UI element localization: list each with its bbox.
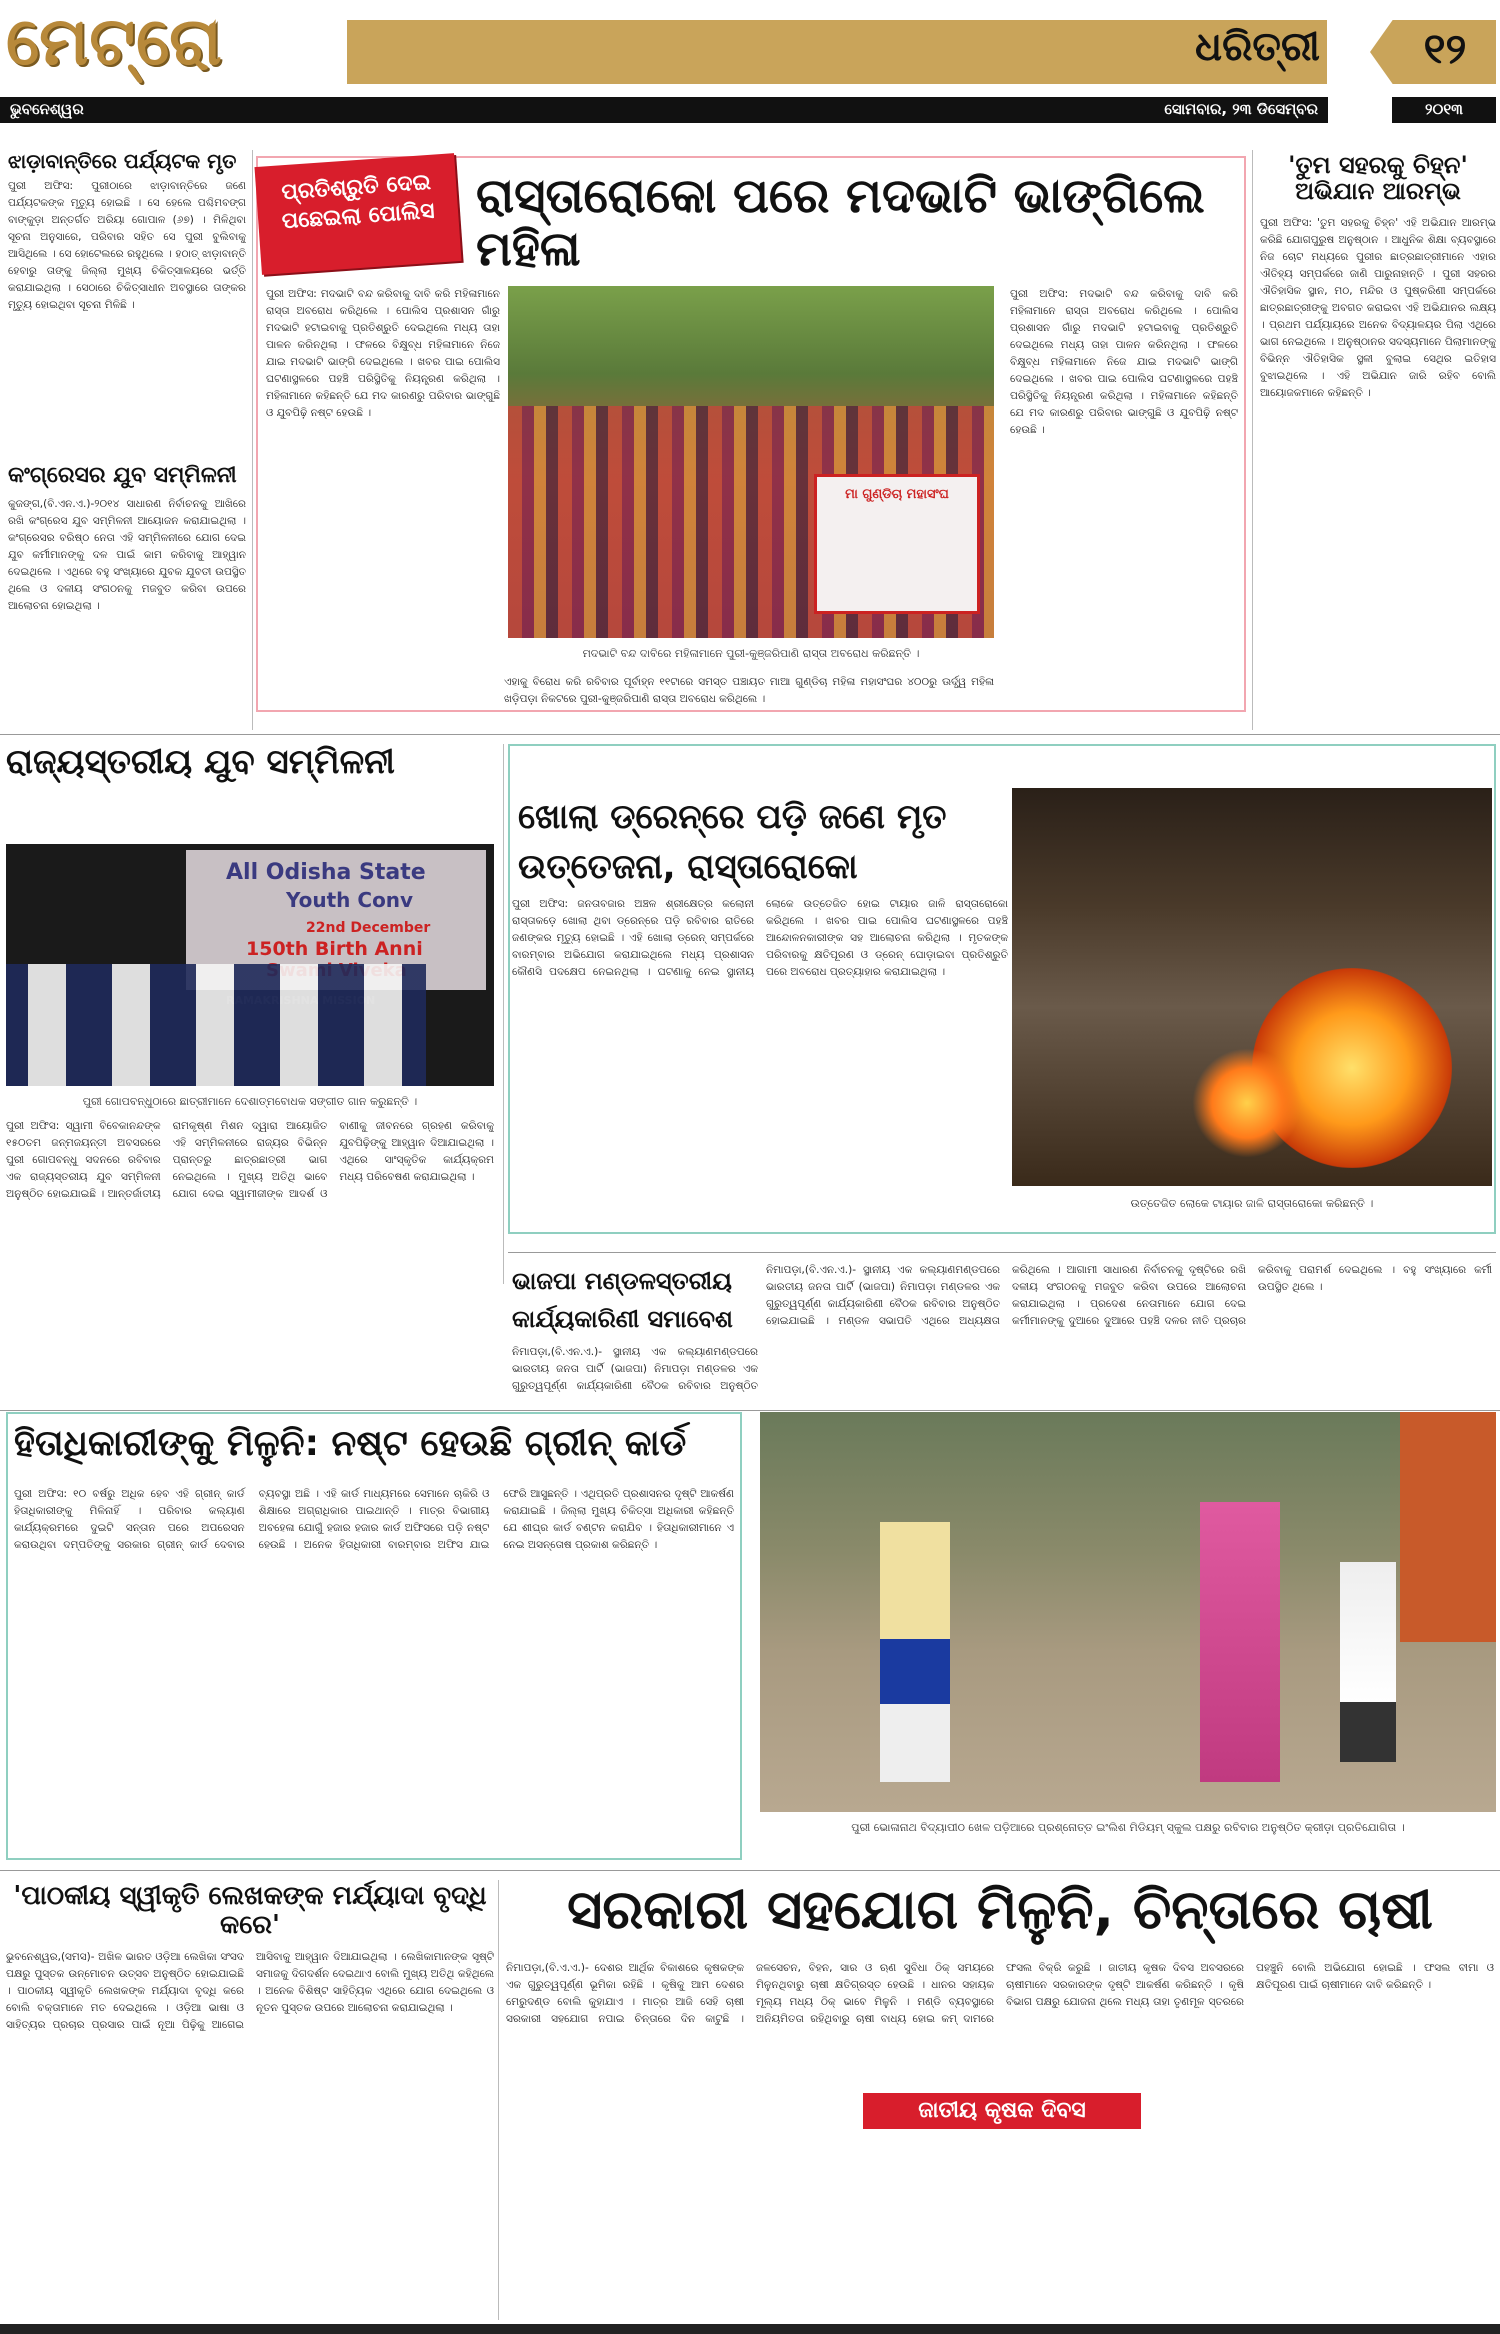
photo-woman: [1200, 1502, 1280, 1782]
photo-banner: [814, 474, 980, 614]
article-headline: ଝାଡ଼ାବାନ୍ତିରେ ପର୍ଯ୍ୟଟକ ମୃତ: [8, 149, 237, 173]
column-divider: [503, 744, 504, 1284]
row-divider: [0, 1870, 1500, 1871]
article-headline: କଂଗ୍ରେସର ଯୁବ ସମ୍ମିଳନୀ: [8, 463, 237, 488]
photo-door: [1400, 1412, 1496, 1642]
red-badge: [254, 153, 461, 275]
article-congress-youth-meet: [8, 464, 246, 734]
article-footer-text: ଏହାକୁ ବିରୋଧ କରି ରବିବାର ପୂର୍ବାହ୍ନ ୧୧ଟାରେ ସମସ୍ତ ପଞ୍ଚାୟତ ମାଆ ଗୁଣ୍ଡିଚା ମହିଳା ମହାସଂଘର ୪୦୦ରୁ ଊର୍ଦ୍ଧ୍ୱ ମହିଳା ଖଡ଼ିପଡ଼ା ନିକଟରେ ପୁରୀ-କୁଞ୍ଜରିପାଣି ରାସ୍ତା ଅବରୋଧ କରିଥିଲେ ।: [504, 676, 994, 705]
article-farmers-worry: [504, 1880, 1496, 2320]
column-divider: [1252, 150, 1253, 730]
article-body-continued: ପୁରୀ ଅଫିସ: ମଦଭାଟି ବନ୍ଦ କରିବାକୁ ଦାବି କରି ମହିଳାମାନେ ରାସ୍ତା ଅବରୋଧ କରିଥିଲେ । ପୋଲିସ ପ୍ରଶାସନ ଗାଁରୁ ମଦଭାଟି ହଟାଇବାକୁ ପ୍ରତିଶ୍ରୁତି ଦେଇଥିଲେ ମଧ୍ୟ ତାହା ପାଳନ କରିନଥିଲା । ଫଳରେ ବିକ୍ଷୁବ୍ଧ ମହିଳାମାନେ ନିଜେ ଯାଇ ମଦଭାଟି ଭାଙ୍ଗି ଦେଇଥିଲେ । ଖବର ପାଇ ପୋଲିସ ଘଟଣାସ୍ଥଳରେ ପହଞ୍ଚି ପରିସ୍ଥିତିକୁ ନିୟନ୍ତ୍ରଣ କରିଥିଲା । ମହିଳାମାନେ କହିଛନ୍ତି ଯେ ମଦ କାରଣରୁ ପରିବାର ଭାଙ୍ଗୁଛି ଓ ଯୁବପିଢ଼ି ନଷ୍ଟ ହେଉଛି ।: [1010, 288, 1238, 436]
masthead: [0, 0, 1500, 130]
bottom-edge: [0, 2324, 1500, 2334]
farmers-day-label: [860, 2090, 1144, 2132]
article-body: ନିମାପଡ଼ା,(ବି.ଏନ.ଏ.)- ସ୍ଥାନୀୟ ଏକ କଲ୍ୟାଣମଣ୍ଡପରେ ଭାରତୀୟ ଜନତା ପାର୍ଟି (ଭାଜପା) ନିମାପଡ଼ା ମଣ୍ଡଳର ଏକ ଗୁରୁତ୍ୱପୂର୍ଣ୍ଣ କାର୍ଯ୍ୟକାରିଣୀ ବୈଠକ ରବିବାର ଅନୁଷ୍ଠିତ: [512, 1346, 758, 1392]
photo-caption: ପୁରୀ ଭୋଳାନାଥ ବିଦ୍ୟାପୀଠ ଖେଳ ପଡ଼ିଆରେ ପ୍ରଶ୍ନୋତ୍ତ ଇଂଲିଶ ମିଡିୟମ୍ ସ୍କୁଲ ପକ୍ଷରୁ ରବିବାର ଅନୁଷ୍ଠିତ କ୍ରୀଡ଼ା ପ୍ରତିଯୋଗିତା ।: [851, 1821, 1405, 1834]
photo-caption: ଉତ୍ତେଜିତ ଲୋକେ ଟାୟାର ଜାଳି ରାସ୍ତାରୋକୋ କରିଛନ୍ତି ।: [1130, 1197, 1374, 1210]
row-divider: [508, 1252, 1496, 1253]
photo-caption: ମଦଭାଟି ବନ୍ଦ ଦାବିରେ ମହିଳାମାନେ ପୁରୀ-କୁଞ୍ଜରିପାଣି ରାସ୍ତା ଅବରୋଧ କରିଛନ୍ତି ।: [582, 647, 920, 660]
article-know-your-city: [1260, 152, 1496, 722]
banner-text-1: All Odisha State: [226, 860, 426, 885]
article-tourist-death: [8, 150, 246, 470]
farmers-day-label-text: ଜାତୀୟ କୃଷକ ଦିବସ: [863, 2093, 1141, 2129]
article-body: ପୁରୀ ଅଫିସ: ପୁରୀଠାରେ ଝାଡ଼ାବାନ୍ତିରେ ଜଣେ ପର୍ଯ୍ୟଟକଙ୍କ ମୃତ୍ୟୁ ହୋଇଛି । ସେ ହେଲେ ପଶ୍ଚିମବଙ୍ଗ ବାଙ୍କୁଡ଼ା ଅନ୍ତର୍ଗତ ଅରିୟା ଗୋପାଳ (୬୭) । ମିଳିଥିବା ସୂଚନା ଅନୁସାରେ, ପରିବାର ସହିତ ସେ ପୁରୀ ବୁଲିବାକୁ ଆସିଥିଲେ । ସେ ହୋଟେଲରେ ରହୁଥିଲେ । ହଠାତ୍ ଝାଡ଼ାବାନ୍ତି ହେବାରୁ ତାଙ୍କୁ ଜିଲ୍ଲା ମୁଖ୍ୟ ଚିକିତ୍ସାଳୟରେ ଭର୍ତ୍ତି କରାଯାଇଥିଲା । ସେଠାରେ ଚିକିତ୍ସାଧୀନ ଅବସ୍ଥାରେ ତାଙ୍କର ମୃତ୍ୟୁ ହୋଇଥିବା ସୂଚନା ମିଳିଛି ।: [8, 180, 246, 311]
article-body: ପୁରୀ ଅଫିସ: ଜନତାବଜାର ଅଞ୍ଚଳ ଶ୍ରୀକ୍ଷେତ୍ର କଲୋନୀ ରାସ୍ତାକଡ଼େ ଖୋଲା ଥିବା ଡ୍ରେନ୍‌ରେ ପଡ଼ି ରବିବାର ରାତିରେ ଜଣଙ୍କର ମୃତ୍ୟୁ ହୋଇଛି । ଏହି ଖୋଲା ଡ୍ରେନ୍ ସମ୍ପର୍କରେ ବାରମ୍ବାର ଅଭିଯୋଗ କରାଯାଇଥିଲେ ମଧ୍ୟ ପ୍ରଶାସନ କୌଣସି ପଦକ୍ଷେପ ନେଇନଥିଲା । ଘଟଣାକୁ ନେଇ ସ୍ଥାନୀୟ ଲୋକେ ଉତ୍ତେଜିତ ହୋଇ ଟାୟାର ଜାଳି ରାସ୍ତାରୋକୋ କରିଥିଲେ । ଖବର ପାଇ ପୋଲିସ ଘଟଣାସ୍ଥଳରେ ପହଞ୍ଚି ଆନ୍ଦୋଳନକାରୀଙ୍କ ସହ ଆଲୋଚନା କରିଥିଲା । ମୃତକଙ୍କ ପରିବାରକୁ କ୍ଷତିପୂରଣ ଓ ଡ୍ରେନ୍ ଘୋଡ଼ାଇବା ପ୍ରତିଶ୍ରୁତି ପରେ ଅବରୋଧ ପ୍ରତ୍ୟାହାର କରାଯାଇଥିଲା ।: [512, 898, 1008, 978]
dateline-date: ସୋମବାର, ୨୩ ଡିସେମ୍ବର: [1164, 100, 1318, 118]
article-body-continued: ନିମାପଡ଼ା,(ବି.ଏନ.ଏ.)- ସ୍ଥାନୀୟ ଏକ କଲ୍ୟାଣମଣ୍ଡପରେ ଭାରତୀୟ ଜନତା ପାର୍ଟି (ଭାଜପା) ନିମାପଡ଼ା ମଣ୍ଡଳର ଏକ ଗୁରୁତ୍ୱପୂର୍ଣ୍ଣ କାର୍ଯ୍ୟକାରିଣୀ ବୈଠକ ରବିବାର ଅନୁଷ୍ଠିତ ହୋଇଯାଇଛି । ମଣ୍ଡଳ ସଭାପତି ଏଥିରେ ଅଧ୍ୟକ୍ଷତା କରିଥିଲେ । ଆଗାମୀ ସାଧାରଣ ନିର୍ବାଚନକୁ ଦୃଷ୍ଟିରେ ରଖି ଦଳୀୟ ସଂଗଠନକୁ ମଜବୁତ କରିବା ଉପରେ ଆଲୋଚନା କରାଯାଇଥିଲା । ପ୍ରଦେଶ ନେତାମାନେ ଯୋଗ ଦେଇ କର୍ମୀମାନଙ୍କୁ ଦୁଆରେ ଦୁଆରେ ପହଞ୍ଚି ଦଳର ନୀତି ପ୍ରଚାର କରିବାକୁ ପରାମର୍ଶ ଦେଇଥିଲେ । ବହୁ ସଂଖ୍ୟାରେ କର୍ମୀ ଉପସ୍ଥିତ ଥିଲେ ।: [766, 1264, 1492, 1327]
protest-photo: [508, 286, 994, 638]
article-body: ପୁରୀ ଅଫିସ: 'ତୁମ ସହରକୁ ଚିହ୍ନ' ଏହି ଅଭିଯାନ ଆରମ୍ଭ କରିଛି ଯୋଗପୁରୁଷ ଅନୁଷ୍ଠାନ । ଆଧୁନିକ ଶିକ୍ଷା ବ୍ୟବସ୍ଥାରେ ନିଜ ଚୋଟ ମଧ୍ୟରେ ପୁରୀର ଛାତ୍ରଛାତ୍ରୀମାନେ ଏହାର ଐତିହ୍ୟ ସମ୍ପର୍କରେ ଜାଣି ପାରୁନାହାନ୍ତି । ପୁରୀ ସହରର ଐତିହାସିକ ସ୍ଥାନ, ମଠ, ମନ୍ଦିର ଓ ପୁଷ୍କରିଣୀ ସମ୍ପର୍କରେ ଛାତ୍ରଛାତ୍ରୀଙ୍କୁ ଅବଗତ କରାଇବା ଏହି ଅଭିଯାନର ଲକ୍ଷ୍ୟ । ପ୍ରଥମ ପର୍ଯ୍ୟାୟରେ ଅନେକ ବିଦ୍ୟାଳୟର ପିଲା ଏଥିରେ ଭାଗ ନେଇଥିଲେ । ଅନୁଷ୍ଠାନର ସଦସ୍ୟମାନେ ପିଲାମାନଙ୍କୁ ବିଭିନ୍ନ ଐତିହାସିକ ସ୍ଥଳୀ ବୁଲାଇ ସେଥିର ଇତିହାସ ବୁଝାଇଥିଲେ । ଏହି ଅଭିଯାନ ଜାରି ରହିବ ବୋଲି ଆୟୋଜକମାନେ କହିଛନ୍ତି ।: [1260, 216, 1496, 399]
banner-text-2: Youth Conv: [286, 888, 414, 912]
photo-banner-text: ମା ଗୁଣ୍ଡିଚା ମହାସଂଘ: [845, 487, 949, 502]
article-body: ପୁରୀ ଅଫିସ: ମଦଭାଟି ବନ୍ଦ କରିବାକୁ ଦାବି କରି ମହିଳାମାନେ ରାସ୍ତା ଅବରୋଧ କରିଥିଲେ । ପୋଲିସ ପ୍ରଶାସନ ଗାଁରୁ ମଦଭାଟି ହଟାଇବାକୁ ପ୍ରତିଶ୍ରୁତି ଦେଇଥିଲେ ମଧ୍ୟ ତାହା ପାଳନ କରିନଥିଲା । ଫଳରେ ବିକ୍ଷୁବ୍ଧ ମହିଳାମାନେ ନିଜେ ଯାଇ ମଦଭାଟି ଭାଙ୍ଗି ଦେଇଥିଲେ । ଖବର ପାଇ ପୋଲିସ ଘଟଣାସ୍ଥଳରେ ପହଞ୍ଚି ପରିସ୍ଥିତିକୁ ନିୟନ୍ତ୍ରଣ କରିଥିଲା । ମହିଳାମାନେ କହିଛନ୍ତି ଯେ ମଦ କାରଣରୁ ପରିବାର ଭାଙ୍ଗୁଛି ଓ ଯୁବପିଢ଼ି ନଷ୍ଟ ହେଉଛି ।: [266, 288, 500, 419]
article-headline: ଭାଜପା ମଣ୍ଡଳସ୍ତରୀୟ କାର୍ଯ୍ୟକାରିଣୀ ସମାବେଶ: [512, 1267, 733, 1333]
article-reader-recognition: [6, 1882, 494, 2322]
photo-boy: [880, 1522, 950, 1782]
page-number: ୧୨: [1423, 24, 1467, 73]
banner-text-3: 22nd December: [306, 920, 431, 936]
column-divider: [252, 150, 253, 730]
students-group: [6, 964, 426, 1086]
article-body: କୁଜଙ୍ଗ,(ବି.ଏନ.ଏ.)-୨୦୧୪ ସାଧାରଣ ନିର୍ବାଚନକୁ ଆଖିରେ ରଖି କଂଗ୍ରେସ ଯୁବ ସମ୍ମିଳନୀ ଆୟୋଜନ କରାଯାଇଥିଲା । କଂଗ୍ରେସର ବରିଷ୍ଠ ନେତା ଏହି ସମ୍ମିଳନୀରେ ଯୋଗ ଦେଇ ଯୁବ କର୍ମୀମାନଙ୍କୁ ଦଳ ପାଇଁ କାମ କରିବାକୁ ଆହ୍ୱାନ ଦେଇଥିଲେ । ଏଥିରେ ବହୁ ସଂଖ୍ୟାରେ ଯୁବକ ଯୁବତୀ ଉପସ୍ଥିତ ଥିଲେ ଓ ଦଳୀୟ ସଂଗଠନକୁ ମଜବୁତ କରିବା ଉପରେ ଆଲୋଚନା ହୋଇଥିଲା ।: [8, 498, 246, 613]
dateline-city: ଭୁବନେଶ୍ୱର: [10, 100, 84, 118]
article-body: ନିମାପଡ଼ା,(ବି.ଏ.ଏ.)- ଦେଶର ଆର୍ଥିକ ବିକାଶରେ କୃଷକଙ୍କ ଏକ ଗୁରୁତ୍ୱପୂର୍ଣ୍ଣ ଭୂମିକା ରହିଛି । କୃଷିକୁ ଆମ ଦେଶର ମେରୁଦଣ୍ଡ ବୋଲି କୁହାଯାଏ । ମାତ୍ର ଆଜି ସେହି ଚାଷୀ ସରକାରୀ ସହଯୋଗ ନପାଇ ଚିନ୍ତାରେ ଦିନ କାଟୁଛି । ଜଳସେଚନ, ବିହନ, ସାର ଓ ଋଣ ସୁବିଧା ଠିକ୍ ସମୟରେ ମିଳୁନଥିବାରୁ ଚାଷୀ କ୍ଷତିଗ୍ରସ୍ତ ହେଉଛି । ଧାନର ସହାୟକ ମୂଲ୍ୟ ମଧ୍ୟ ଠିକ୍ ଭାବେ ମିଳୁନି । ମଣ୍ଡି ବ୍ୟବସ୍ଥାରେ ଅନିୟମିତତା ରହିଥିବାରୁ ଚାଷୀ ବାଧ୍ୟ ହୋଇ କମ୍ ଦାମରେ ଫସଲ ବିକ୍ରି କରୁଛି । ଜାତୀୟ କୃଷକ ଦିବସ ଅବସରରେ ଚାଷୀମାନେ ସରକାରଙ୍କ ଦୃଷ୍ଟି ଆକର୍ଷଣ କରିଛନ୍ତି । କୃଷି ବିଭାଗ ପକ୍ଷରୁ ଯୋଜନା ଥିଲେ ମଧ୍ୟ ତାହା ତୃଣମୂଳ ସ୍ତରରେ ପହଞ୍ଚୁନି ବୋଲି ଅଭିଯୋଗ ହୋଇଛି । ଫସଲ ବୀମା ଓ କ୍ଷତିପୂରଣ ପାଇଁ ଚାଷୀମାନେ ଦାବି କରିଛନ୍ତି ।: [506, 1962, 1494, 2025]
burning-tyre-photo: [1012, 788, 1492, 1186]
article-body: ପୁରୀ ଅଫିସ: ୧୦ ବର୍ଷରୁ ଅଧିକ ହେବ ଏହି ଗ୍ରୀନ୍ କାର୍ଡ ହିତାଧିକାରୀଙ୍କୁ ମିଳିନାହିଁ । ପରିବାର କଲ୍ୟାଣ କାର୍ଯ୍ୟକ୍ରମରେ ଦୁଇଟି ସନ୍ତାନ ପରେ ଅପରେସନ କରାଉଥିବା ଦମ୍ପତିଙ୍କୁ ସରକାର ଗ୍ରୀନ୍ କାର୍ଡ ଦେବାର ବ୍ୟବସ୍ଥା ଅଛି । ଏହି କାର୍ଡ ମାଧ୍ୟମରେ ସେମାନେ ଚାକିରି ଓ ଶିକ୍ଷାରେ ଅଗ୍ରାଧିକାର ପାଇଥାନ୍ତି । ମାତ୍ର ବିଭାଗୀୟ ଅବହେଳା ଯୋଗୁଁ ହଜାର ହଜାର କାର୍ଡ ଅଫିସରେ ପଡ଼ି ନଷ୍ଟ ହେଉଛି । ଅନେକ ହିତାଧିକାରୀ ବାରମ୍ବାର ଅଫିସ ଯାଇ ଫେରି ଆସୁଛନ୍ତି । ଏଥିପ୍ରତି ପ୍ରଶାସନର ଦୃଷ୍ଟି ଆକର୍ଷଣ କରାଯାଇଛି । ଜିଲ୍ଲା ମୁଖ୍ୟ ଚିକିତ୍ସା ଅଧିକାରୀ କହିଛନ୍ତି ଯେ ଶୀଘ୍ର କାର୍ଡ ବଣ୍ଟନ କରାଯିବ । ହିତାଧିକାରୀମାନେ ଏ ନେଇ ଅସନ୍ତୋଷ ପ୍ରକାଶ କରିଛନ୍ତି ।: [14, 1488, 734, 1551]
article-bjp-meeting: [508, 1262, 1496, 1402]
article-body: ପୁରୀ ଅଫିସ: ସ୍ୱାମୀ ବିବେକାନନ୍ଦଙ୍କ ୧୫୦ତମ ଜନ୍ମଜୟନ୍ତୀ ଅବସରରେ ପୁରୀ ଗୋପବନ୍ଧୁ ସଦନରେ ରବିବାର ଏକ ରାଜ୍ୟସ୍ତରୀୟ ଯୁବ ସମ୍ମିଳନୀ ଅନୁଷ୍ଠିତ ହୋଇଯାଇଛି । ଆନ୍ତର୍ଜାତୀୟ ରାମକୃଷ୍ଣ ମିଶନ ଦ୍ୱାରା ଆୟୋଜିତ ଏହି ସମ୍ମିଳନୀରେ ରାଜ୍ୟର ବିଭିନ୍ନ ପ୍ରାନ୍ତରୁ ଛାତ୍ରଛାତ୍ରୀ ଭାଗ ନେଇଥିଲେ । ମୁଖ୍ୟ ଅତିଥି ଭାବେ ଯୋଗ ଦେଇ ସ୍ୱାମୀଜୀଙ୍କ ଆଦର୍ଶ ଓ ବାଣୀକୁ ଜୀବନରେ ଗ୍ରହଣ କରିବାକୁ ଯୁବପିଢ଼ିଙ୍କୁ ଆହ୍ୱାନ ଦିଆଯାଇଥିଲା । ଏଥିରେ ସାଂସ୍କୃତିକ କାର୍ଯ୍ୟକ୍ରମ ମଧ୍ୟ ପରିବେଷଣ କରାଯାଇଥିଲା ।: [6, 1120, 494, 1200]
article-headline-main: ସରକାରୀ ସହଯୋଗ ମିଳୁନି, ଚିନ୍ତାରେ ଚାଷୀ: [567, 1878, 1433, 1941]
photo-caption: ପୁରୀ ଗୋପବନ୍ଧୁଠାରେ ଛାତ୍ରୀମାନେ ଦେଶାତ୍ମବୋଧକ ସଙ୍ଗୀତ ଗାନ କରୁଛନ୍ତି ।: [82, 1095, 418, 1108]
photo-girl: [1340, 1562, 1396, 1762]
banner-text-4: 150th Birth Anni: [246, 938, 423, 960]
article-headline: ହିତାଧିକାରୀଙ୍କୁ ମିଳୁନି: ନଷ୍ଟ ହେଉଛି ଗ୍ରୀନ୍ କାର୍ଡ: [14, 1423, 687, 1464]
row-divider: [0, 1410, 1500, 1411]
dateline-year: ୨୦୧୩: [1425, 100, 1463, 118]
article-headline: 'ପାଠକୀୟ ସ୍ୱୀକୃତି ଲେଖକଙ୍କ ମର୍ଯ୍ୟାଦା ବୃଦ୍ଧି କରେ': [13, 1881, 487, 1940]
article-headline-main: ରାସ୍ତାରୋକୋ ପରେ ମଦଭାଟି ଭାଙ୍ଗିଲେ ମହିଳା: [476, 168, 1205, 277]
article-headline: ଖୋଲା ଡ୍ରେନ୍‌ରେ ପଡ଼ି ଜଣେ ମୃତ ଉତ୍ତେଜନା, ରାସ୍ତାରୋକୋ: [518, 797, 947, 887]
article-headline: ରାଜ୍ୟସ୍ତରୀୟ ଯୁବ ସମ୍ମିଳନୀ: [6, 742, 395, 782]
column-divider: [498, 1880, 499, 2320]
section-title: ଧରିତ୍ରୀ: [1195, 24, 1320, 70]
article-body: ଭୁବନେଶ୍ୱର,(ସମସ)- ଅଖିଳ ଭାରତ ଓଡ଼ିଆ ଲେଖିକା ସଂସଦ ପକ୍ଷରୁ ପୁସ୍ତକ ଉନ୍ମୋଚନ ଉତ୍ସବ ଅନୁଷ୍ଠିତ ହୋଇଯାଇଛି । ପାଠକୀୟ ସ୍ୱୀକୃତି ଲେଖକଙ୍କ ମର୍ଯ୍ୟାଦା ବୃଦ୍ଧି କରେ ବୋଲି ବକ୍ତାମାନେ ମତ ଦେଇଥିଲେ । ଓଡ଼ିଆ ଭାଷା ଓ ସାହିତ୍ୟର ପ୍ରଚାର ପ୍ରସାର ପାଇଁ ନୂଆ ପିଢ଼ିକୁ ଆଗେଇ ଆସିବାକୁ ଆହ୍ୱାନ ଦିଆଯାଇଥିଲା । ଲେଖିକାମାନଙ୍କ ସୃଷ୍ଟି ସମାଜକୁ ଦିଗଦର୍ଶନ ଦେଇଥାଏ ବୋଲି ମୁଖ୍ୟ ଅତିଥି କହିଥିଲେ । ଅନେକ ବିଶିଷ୍ଟ ସାହିତ୍ୟିକ ଏଥିରେ ଯୋଗ ଦେଇଥିଲେ ଓ ନୂତନ ପୁସ୍ତକ ଉପରେ ଆଲୋଚନା କରାଯାଇଥିଲା ।: [6, 1951, 494, 2032]
youth-meet-photo: [6, 844, 494, 1086]
sports-competition-photo: [760, 1412, 1496, 1812]
red-badge-text: ପ୍ରତିଶ୍ରୁତି ଦେଇ ପଛେଇଲା ପୋଲିସ: [280, 169, 436, 234]
masthead-logo: ମେଟ୍ରୋ: [6, 2, 223, 80]
row-divider: [0, 734, 1500, 735]
article-headline: 'ତୁମ ସହରକୁ ଚିହ୍ନ' ଅଭିଯାନ ଆରମ୍ଭ: [1288, 151, 1468, 206]
fire-flames-small: [1192, 1048, 1302, 1158]
article-state-youth-meet: [6, 744, 500, 1284]
